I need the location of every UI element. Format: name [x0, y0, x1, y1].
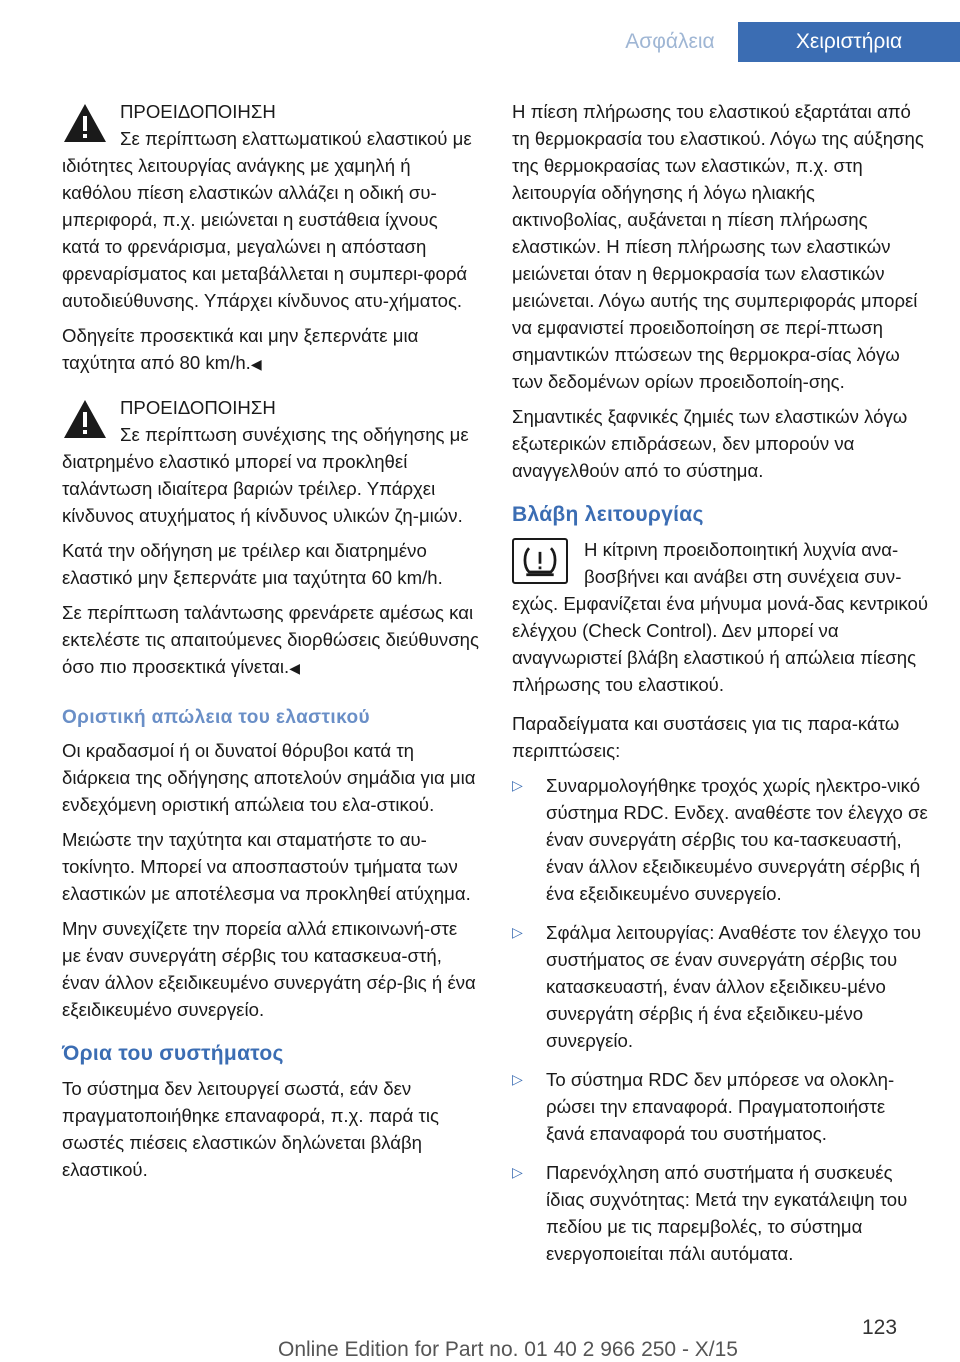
- warning-text: Σε περίπτωση συνέχισης της οδήγησης με διατρημένο ελαστικό μπορεί να προκληθεί ταλάντωση ιδιαίτερα βαριών τρέιλερ. Υπάρχει κίνδυνος ατυχήματος ή κίνδυνος υλικών ζη‐μιών.: [62, 424, 469, 526]
- warning-block-1: [62, 98, 480, 378]
- paragraph: Σημαντικές ξαφνικές ζημιές των ελαστικών λόγω εξωτερικών επιδράσεων, δεν μπορούν να αναγγελθούν από το σύστημα.: [512, 406, 908, 481]
- bullet-triangle-icon: ▷: [512, 1071, 523, 1087]
- warning-triangle-icon: [62, 102, 108, 144]
- bullet-triangle-icon: ▷: [512, 924, 523, 940]
- paragraph: Το σύστημα δεν λειτουργεί σωστά, εάν δεν πραγματοποιήθηκε επαναφορά, π.χ. παρά τις σωστές πιέσεις ελαστικών δηλώνεται βλάβη ελαστικού.: [62, 1078, 439, 1180]
- section-heading-system-limits: Όρια του συστήματος: [62, 1042, 284, 1065]
- bullet-triangle-icon: ▷: [512, 1164, 523, 1180]
- tab-handling[interactable]: Χειριστήρια: [738, 22, 960, 62]
- paragraph: Μην συνεχίζετε την πορεία αλλά επικοινωνή‐στε με έναν συνεργάτη σέρβις του κατασκευα‐στή, έναν άλλον εξειδικευμένο συνεργάτη σέρ‐βις ή ένα εξειδικευμένο συνεργείο.: [62, 918, 476, 1020]
- list-item: ▷ Συναρμολογήθηκε τροχός χωρίς ηλεκτρο‐νικό σύστημα RDC. Ενδεχ. αναθέστε τον έλεγχο σε έναν συνεργάτη σέρβις του κα‐τασκευαστή, έναν άλλον εξειδικευμένο συνεργάτη σέρβις ή ένα εξειδικευμένο συνεργείο.: [512, 772, 928, 907]
- paragraph: Η πίεση πλήρωσης του ελαστικού εξαρτάται από τη θερμοκρασία του ελαστικού. Λόγω της αύξησης της θερμοκρασίας των ελαστικών, π.χ. στη λειτουργία οδήγησης ή λόγω ηλιακής ακτινοβολίας, αυξάνεται η πίεση πλήρωσης ελαστικών. Η πίεση πλήρωσης των ελαστικών μειώνεται όταν η θερμοκρασία των ελαστικών μειώνεται. Λόγω αυτής της συμπεριφοράς μπορεί να εμφανιστεί προειδοποίηση σε περί‐πτωση σημαντικών πτώσεων της θερμοκρα‐σίας λόγω των δεδομένων ορίων προειδοποίη‐σης.: [512, 101, 924, 392]
- paragraph: Οι κραδασμοί ή οι δυνατοί θόρυβοι κατά τη διάρκεια της οδήγησης αποτελούν σημάδια για μια ενδεχόμενη οριστική απώλεια του ελα‐στικού.: [62, 740, 476, 815]
- page-header: [0, 22, 960, 62]
- warning-title: ΠΡΟΕΙΔΟΠΟΙΗΣΗ: [120, 397, 276, 418]
- section-heading-malfunction: Βλάβη λειτουργίας: [512, 503, 704, 526]
- list-item: ▷ Παρενόχληση από συστήματα ή συσκευές ίδιας συχνότητας: Μετά την εγκατάλειψη του πεδίου με τις παρεμβολές, το σύστημα ενεργοποιείται πάλι αυτόματα.: [512, 1159, 928, 1267]
- bullet-triangle-icon: ▷: [512, 777, 523, 793]
- warning-text: Σε περίπτωση ελαττωματικού ελαστικού με ιδιότητες λειτουργίας ανάγκης με χαμηλή ή καθόλου πίεση ελαστικών αλλάζει η οδική συ‐μπεριφορά, π.χ. μειώνεται η ευστάθεια ίχνους κατά το φρενάρισμα, μεγαλώνει η απόσταση φρεναρίσματος και μεταβάλλεται η συμπερι‐φορά αυτοδιεύθυνσης. Υπάρχει κίνδυνος ατυ‐χήματος.: [62, 128, 472, 311]
- list-item: ▷ Το σύστημα RDC δεν μπόρεσε να ολοκλη‐ρώσει την επαναφορά. Πραγματοποιήστε ξανά επαναφορά του συστήματος.: [512, 1066, 928, 1147]
- warning-instruction: Κατά την οδήγηση με τρέιλερ και διατρημένο ελαστικό μην ξεπερνάτε μια ταχύτητα 60 km/h.: [62, 540, 443, 588]
- examples-list: [512, 772, 928, 1267]
- end-mark-icon: ◀: [250, 356, 262, 372]
- warning-triangle-icon: [62, 398, 108, 440]
- footer-edition: Online Edition for Part no. 01 40 2 966 250 - X/15: [278, 1338, 738, 1361]
- warning-block-2: [62, 394, 480, 682]
- left-column: [62, 98, 480, 1191]
- right-column: [512, 98, 928, 1279]
- malfunction-text: Η κίτρινη προειδοποιητική λυχνία ανα‐βοσβήνει και ανάβει στη συνέχεια συν‐εχώς. Εμφανίζεται ένα μήνυμα μονά‐δας κεντρικού ελέγχου (Check Control). Δεν μπορεί να αναγνωριστεί βλάβη ελαστικού ή απώλεια πίεσης πλήρωσης του ελαστικού.: [512, 539, 929, 695]
- warning-instruction: Οδηγείτε προσεκτικά και μην ξεπερνάτε μια ταχύτητα από 80 km/h.◀: [62, 325, 419, 373]
- section-heading-tire-loss: Οριστική απώλεια του ελαστικού: [62, 707, 370, 728]
- warning-title: ΠΡΟΕΙΔΟΠΟΙΗΣΗ: [120, 101, 276, 122]
- tire-pressure-warning-icon: [512, 538, 568, 584]
- end-mark-icon: ◀: [289, 660, 300, 676]
- page-number: 123: [862, 1316, 898, 1339]
- list-item: ▷ Σφάλμα λειτουργίας: Αναθέστε τον έλεγχο του συστήματος σε έναν συνεργάτη σέρβις του κατασκευαστή, έναν άλλον εξειδικευ‐μένο συνεργάτη σέρβις ή ένα εξειδικευ‐μένο συνεργείο.: [512, 919, 928, 1054]
- malfunction-block: [512, 536, 928, 698]
- tab-safety[interactable]: Ασφάλεια: [625, 30, 715, 53]
- paragraph: Μειώστε την ταχύτητα και σταματήστε το αυ‐τοκίνητο. Μπορεί να αποσπαστούν τμήματα των ελαστικών με αποτέλεσμα να προκληθεί ατύχημα.: [62, 829, 471, 904]
- examples-intro: Παραδείγματα και συστάσεις για τις παρα‐κάτω περιπτώσεις:: [512, 713, 900, 761]
- warning-instruction: Σε περίπτωση ταλάντωσης φρενάρετε αμέσως και εκτελέστε τις απαιτούμενες διορθώσεις διεύθυνσης όσο πιο προσεκτικά γίνεται.◀: [62, 602, 479, 677]
